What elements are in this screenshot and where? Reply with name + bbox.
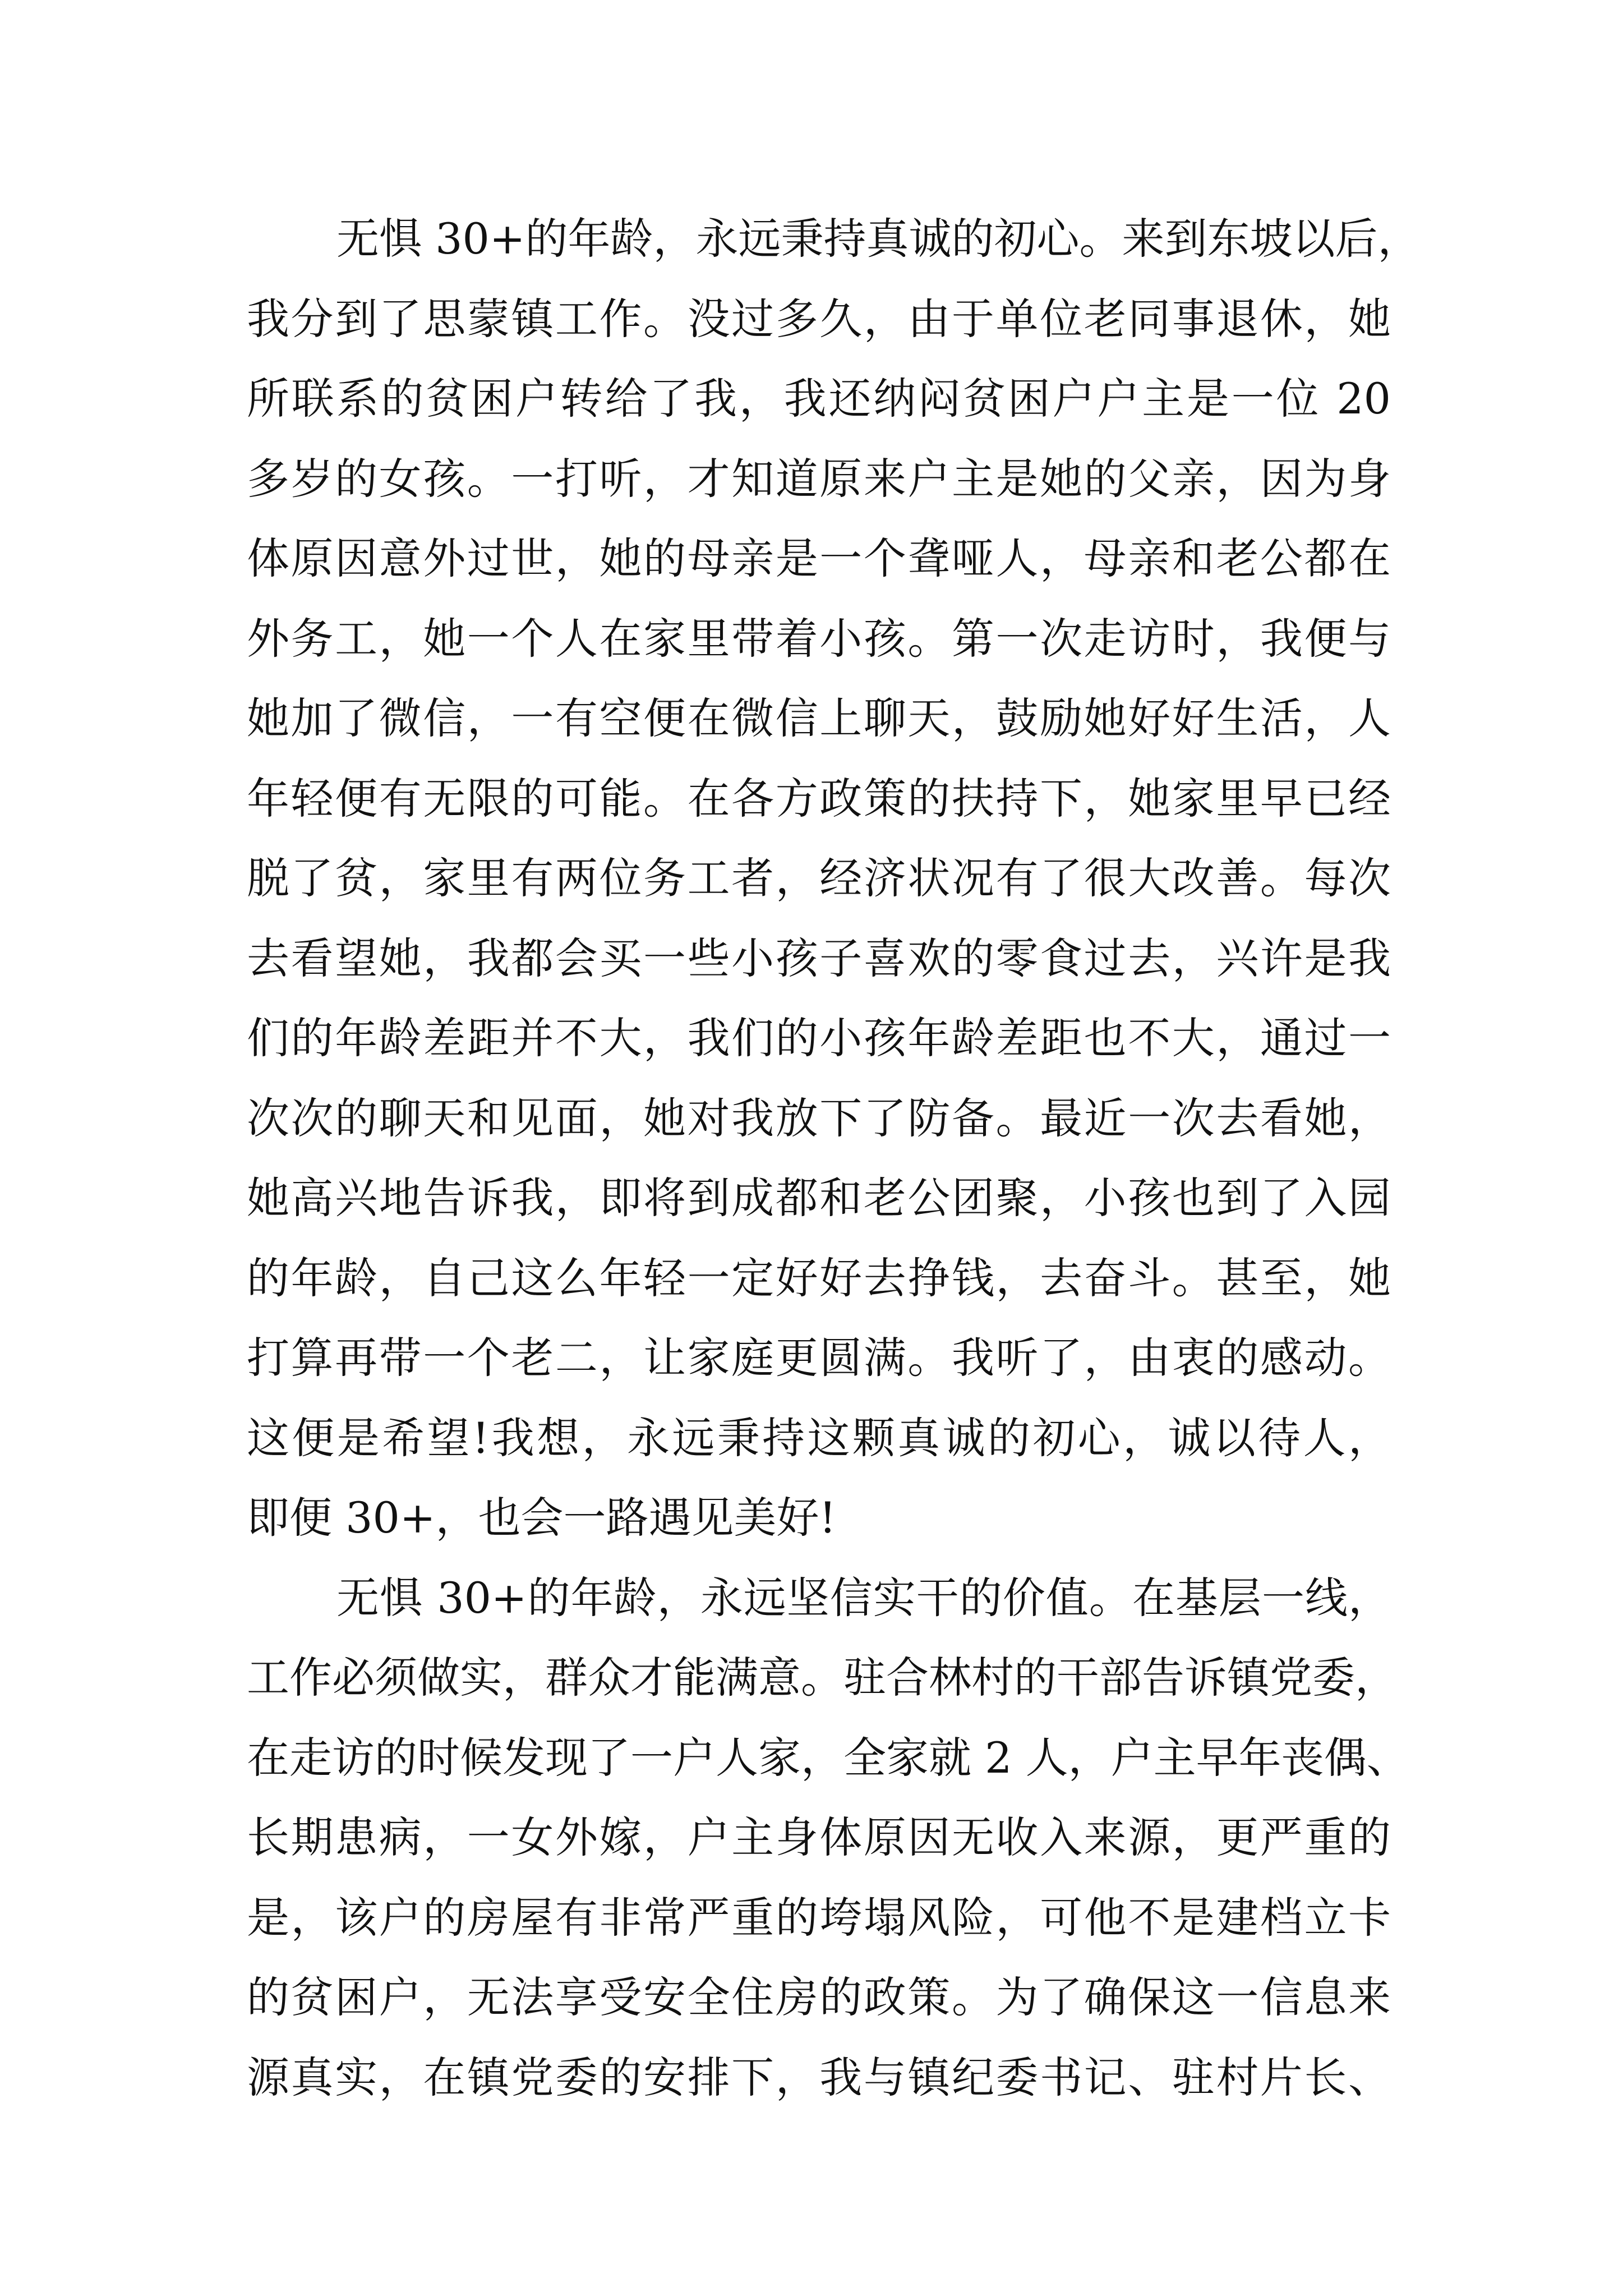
paragraph-2-line-7: 源真实，在镇党委的安排下，我与镇纪委书记、驻村片长、: [247, 2052, 1391, 2102]
paragraph-1-line-12: 次次的聊天和见面，她对我放下了防备。最近一次去看她，: [247, 1093, 1391, 1143]
paragraph-1-line-2: 我分到了思蒙镇工作。没过多久，由于单位老同事退休，她: [247, 293, 1391, 344]
paragraph-1-line-8: 年轻便有无限的可能。在各方政策的扶持下，她家里早已经: [247, 773, 1391, 823]
paragraph-1-line-1: 无惧 30+的年龄，永远秉持真诚的初心。来到东坡以后，: [336, 214, 1421, 264]
paragraph-1-line-3: 所联系的贫困户转给了我，我还纳闷贫困户户主是一位 20: [247, 374, 1391, 424]
paragraph-1-line-10: 去看望她，我都会买一些小孩子喜欢的零食过去，兴许是我: [247, 933, 1391, 983]
paragraph-2-line-5: 是，该户的房屋有非常严重的垮塌风险，可他不是建档立卡: [247, 1892, 1391, 1943]
paragraph-2-line-1: 无惧 30+的年龄，永远坚信实干的价值。在基层一线，: [336, 1572, 1391, 1623]
paragraph-1-line-16: 这便是希望!我想，永远秉持这颗真诚的初心，诚以待人，: [247, 1412, 1391, 1463]
document-body: [247, 199, 1421, 2118]
paragraph-2-line-4: 长期患病，一女外嫁，户主身体原因无收入来源，更严重的: [247, 1812, 1391, 1862]
paragraph-1-line-17: 即便 30+，也会一路遇见美好!: [247, 1493, 837, 1543]
paragraph-1-line-4: 多岁的女孩。一打听，才知道原来户主是她的父亲，因为身: [247, 453, 1391, 504]
paragraph-1-line-11: 们的年龄差距并不大，我们的小孩年龄差距也不大，通过一: [247, 1013, 1391, 1063]
paragraph-1-line-15: 打算再带一个老二，让家庭更圆满。我听了，由衷的感动。: [247, 1333, 1391, 1383]
paragraph-2-line-6: 的贫困户，无法享受安全住房的政策。为了确保这一信息来: [247, 1972, 1391, 2022]
paragraph-2-line-2: 工作必须做实，群众才能满意。驻合林村的干部告诉镇党委，: [247, 1653, 1398, 1703]
paragraph-1-line-6: 外务工，她一个人在家里带着小孩。第一次走访时，我便与: [247, 613, 1391, 664]
paragraph-1-line-7: 她加了微信，一有空便在微信上聊天，鼓励她好好生活，人: [247, 693, 1391, 743]
paragraph-1-line-14: 的年龄，自己这么年轻一定好好去挣钱，去奋斗。甚至，她: [247, 1253, 1391, 1303]
paragraph-1-line-13: 她高兴地告诉我，即将到成都和老公团聚，小孩也到了入园: [247, 1173, 1391, 1223]
paragraph-1-line-9: 脱了贫，家里有两位务工者，经济状况有了很大改善。每次: [247, 853, 1391, 903]
paragraph-2-line-3: 在走访的时候发现了一户人家，全家就 2 人，户主早年丧偶、: [247, 1732, 1409, 1783]
paragraph-1-line-5: 体原因意外过世，她的母亲是一个聋哑人，母亲和老公都在: [247, 533, 1391, 583]
